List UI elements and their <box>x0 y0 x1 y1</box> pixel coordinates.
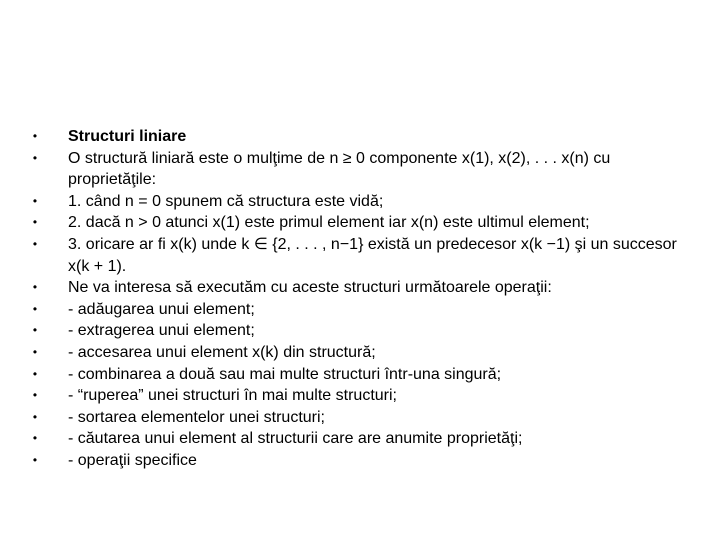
operation-text: - adăugarea unui element; <box>68 300 255 318</box>
property-2-text: 2. dacă n > 0 atunci x(1) este primul element iar x(n) este ultimul element; <box>68 214 590 232</box>
list-item <box>28 428 688 450</box>
list-item <box>28 407 688 429</box>
list-item <box>28 234 688 277</box>
bullet-icon: • <box>32 280 38 295</box>
bullet-list <box>28 126 688 472</box>
list-item <box>28 148 688 191</box>
bullet-icon: • <box>32 366 38 381</box>
operation-text: - combinarea a două sau mai multe structuri într-una singură; <box>68 365 502 383</box>
bullet-icon: • <box>32 344 38 359</box>
bullet-icon: • <box>32 301 38 316</box>
operation-text: - sortarea elementelor unei structuri; <box>68 408 325 426</box>
list-item <box>28 299 688 321</box>
operation-text: - extragerea unui element; <box>68 322 255 340</box>
operation-text: - operaţii specifice <box>68 451 197 469</box>
operation-text: - accesarea unui element x(k) din structură; <box>68 343 376 361</box>
bullet-icon: • <box>32 388 38 403</box>
bullet-icon: • <box>32 452 38 467</box>
property-1-text: 1. când n = 0 spunem că structura este vidă; <box>68 192 384 210</box>
operation-text: - căutarea unui element al structurii care are anumite proprietăţi; <box>68 430 523 448</box>
operations-intro-text: Ne va interesa să executăm cu aceste structuri următoarele operaţii: <box>68 279 552 297</box>
bullet-icon: • <box>32 409 38 424</box>
list-item <box>28 212 688 234</box>
list-item <box>28 191 688 213</box>
bullet-icon: • <box>32 193 38 208</box>
bullet-icon: • <box>32 215 38 230</box>
list-item <box>28 320 688 342</box>
operation-text: - “ruperea” unei structuri în mai multe structuri; <box>68 387 397 405</box>
bullet-icon: • <box>32 150 38 165</box>
bullet-icon: • <box>32 431 38 446</box>
list-item <box>28 277 688 299</box>
list-item <box>28 364 688 386</box>
list-item <box>28 342 688 364</box>
list-item <box>28 450 688 472</box>
bullet-icon: • <box>32 236 38 251</box>
property-3-text: 3. oricare ar fi x(k) unde k ∈ {2, . . . , n−1} există un predecesor x(k −1) şi un succesor x(k + 1). <box>68 235 677 275</box>
list-item <box>28 126 688 148</box>
bullet-icon: • <box>32 129 38 143</box>
definition-text: O structură liniară este o mulţime de n ≥ 0 componente x(1), x(2), . . . x(n) cu proprietăţile: <box>68 149 611 189</box>
list-item <box>28 385 688 407</box>
bullet-icon: • <box>32 323 38 338</box>
slide-title: Structuri liniare <box>68 128 187 145</box>
